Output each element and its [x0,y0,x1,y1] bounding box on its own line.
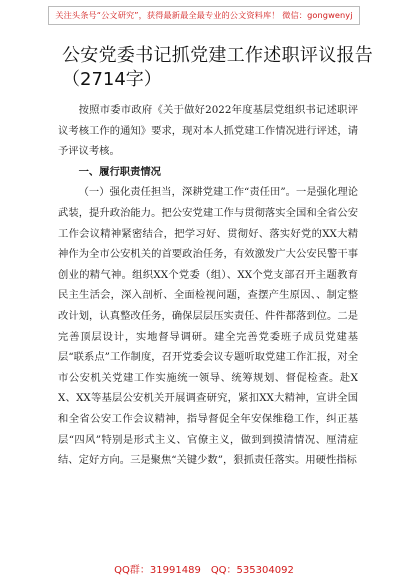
document-title: 公安党委书记抓党建工作述职评议报告 [62,45,374,66]
footer-qq: QQ：535304092 [210,564,294,576]
section-heading: 一、履行职责情况 [78,165,161,178]
footer-banner [0,556,408,580]
body-paragraph: （一）强化责任担当，深耕党建工作“责任田”。一是强化理论武装，提升政治能力。把公安党建工作与贯彻落实全国和全省公安工作会议精神紧密结合，把学习好、贯彻好、落实好党的XX大精神作为全市公安机关的首要政治任务，有效激发广大公安民警干事创业的精气神。组织XX个党委（组）、XX个党支部召开主题教育民主生活会，深入剖析、全面检视问题，查摆产生原因、、制定整改计划，认真整改任务，确保层层压实责任、件件都落到位。二是完善顶层设计，实地督导调研。建全完善党委班子成员党建基层“联系点”工作制度，召开党委会议专题听取党建工作汇报，对全市公安机关党建工作实施统一领导、统筹规划、督促检查。赴XX、XX等基层公安机关开展调查研究，紧扣XX大精神，宣讲全国和全省公安工作会议精神，指导督促全年安保维稳工作，纠正基层“四风”特别是形式主义、官僚主义，做到到摸清情况、厘清症结、定好方向。三是聚焦“关键少数”，狠抓责任落实。用硬性指标 [58,186,358,467]
document-word-count: （2714字） [62,69,162,90]
footer-qq-group: QQ群：31991489 [114,564,201,576]
header-banner-text: 关注头条号“公文研究”，获得最新最全最专业的公文资料库！ 微信：gongwenyj [48,6,359,25]
document-body [58,100,358,471]
intro-paragraph: 按照市委市政府《关于做好2022年度基层党组织书记述职评议考核工作的通知》要求，现对本人抓党建工作情况进行评述，请予评议考核。 [58,104,358,158]
header-banner [0,0,408,30]
